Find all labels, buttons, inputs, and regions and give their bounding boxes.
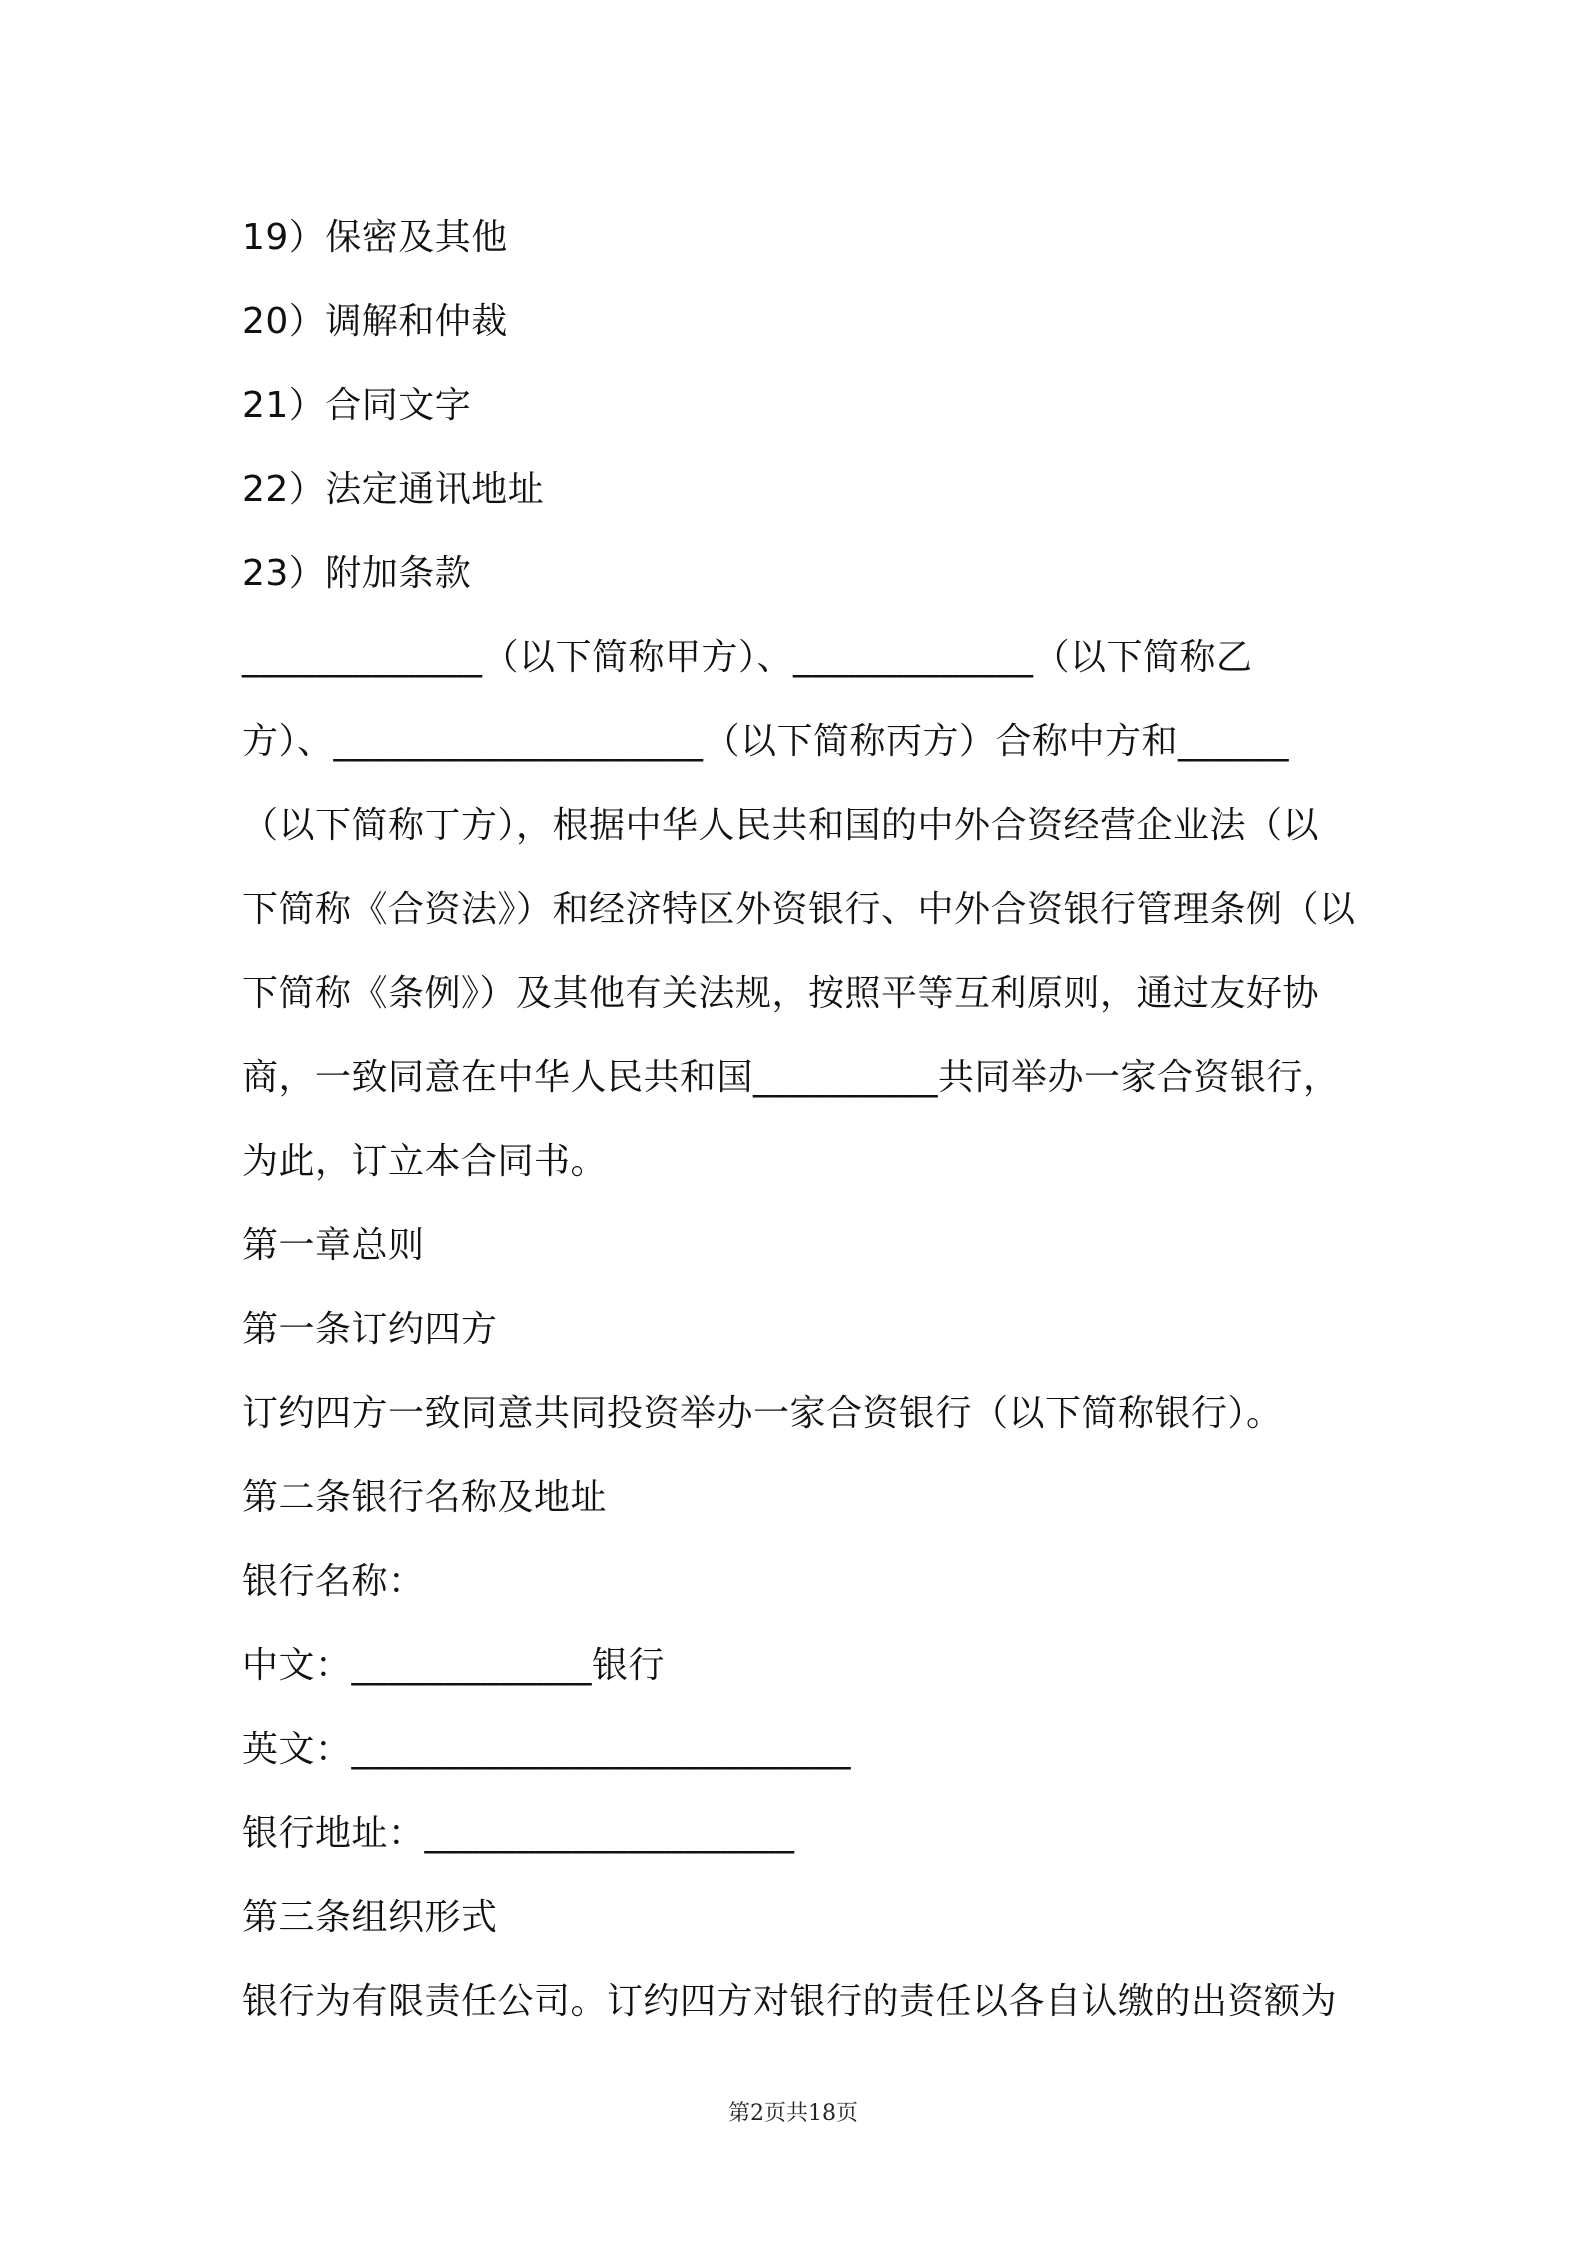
field-english-name: 英文：___________________________ (242, 1729, 852, 1770)
article-heading: 第三条组织形式 (242, 1897, 498, 1938)
list-item-additional-terms: 23）附加条款 (242, 553, 472, 594)
list-item-contract-language: 21）合同文字 (242, 385, 472, 426)
page-number: 第2页共18页 (728, 2101, 858, 2126)
article-text: 银行为有限责任公司。订约四方对银行的责任以各自认缴的出资额为 (242, 1981, 1338, 2022)
paragraph-line: 为此，订立本合同书。 (242, 1141, 608, 1182)
paragraph-line: 商，一致同意在中华人民共和国__________共同举办一家合资银行， (242, 1057, 1340, 1098)
list-item-legal-address: 22）法定通讯地址 (242, 469, 545, 510)
chapter-heading: 第一章总则 (242, 1225, 425, 1266)
paragraph-line: 下简称《合资法》）和经济特区外资银行、中外合资银行管理条例（以 (242, 889, 1356, 930)
article-heading: 第一条订约四方 (242, 1309, 498, 1350)
field-bank-address: 银行地址：____________________ (242, 1813, 795, 1854)
list-item-mediation: 20）调解和仲裁 (242, 301, 508, 342)
paragraph-line: 下简称《条例》）及其他有关法规，按照平等互利原则，通过友好协 (242, 973, 1320, 1014)
field-chinese-name: 中文：_____________银行 (242, 1645, 666, 1686)
list-item-confidentiality: 19）保密及其他 (242, 217, 508, 258)
paragraph-line: （以下简称丁方），根据中华人民共和国的中外合资经营企业法（以 (242, 805, 1320, 846)
document-body (242, 196, 1362, 2044)
article-text: 订约四方一致同意共同投资举办一家合资银行（以下简称银行）。 (242, 1393, 1283, 1434)
paragraph-line: 方）、____________________（以下简称丙方）合称中方和______ (242, 721, 1290, 762)
paragraph-line: _____________（以下简称甲方）、_____________（以下简称乙 (242, 637, 1253, 678)
article-heading: 第二条银行名称及地址 (242, 1477, 608, 1518)
field-label-bank-name: 银行名称： (242, 1561, 425, 1602)
